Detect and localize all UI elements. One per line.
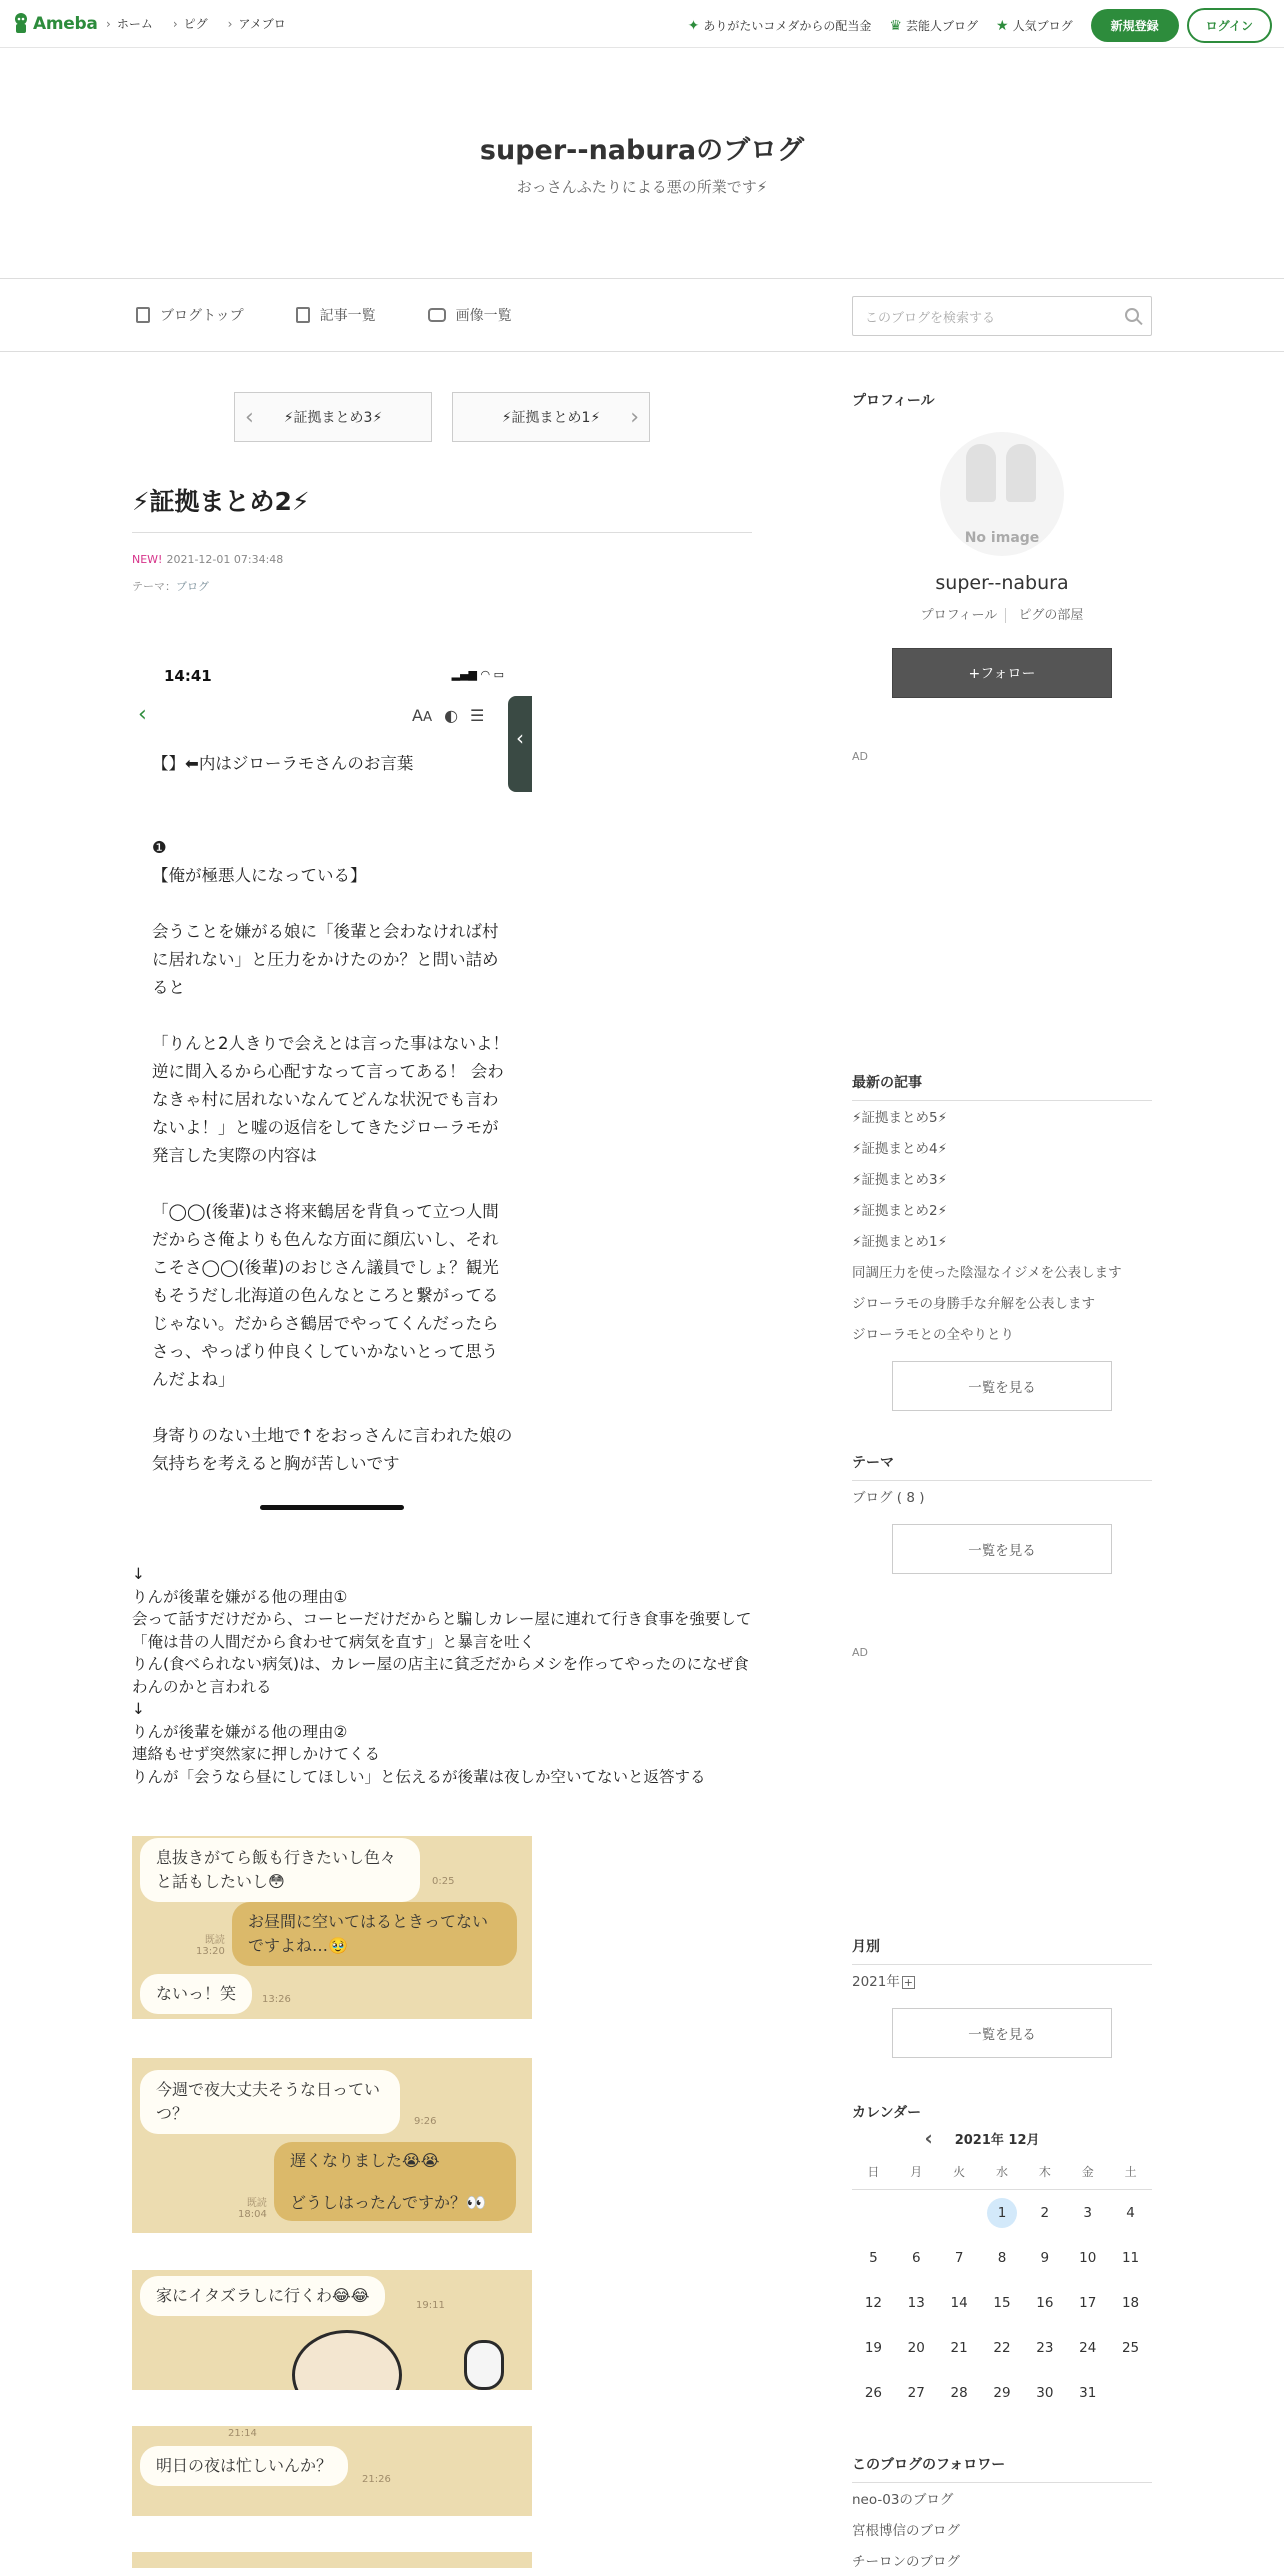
calendar-day-label: 3 xyxy=(1083,2204,1092,2221)
crown-icon: ♛ xyxy=(889,17,902,34)
profile-link[interactable]: プロフィール xyxy=(921,608,1007,623)
next-article-label: ⚡︎証拠まとめ1⚡︎ xyxy=(501,410,601,426)
logo-text: Ameba xyxy=(33,14,98,34)
nav-blog-top-label: ブログトップ xyxy=(160,308,244,324)
contrast-icon: ◐ xyxy=(444,706,459,725)
calendar-day-label: 27 xyxy=(907,2384,925,2401)
calendar-day[interactable] xyxy=(1023,2370,1066,2415)
article-pager xyxy=(234,392,650,442)
phone-status-icons: ▂▄▆ ◠ ▭ xyxy=(451,668,504,681)
chevron-right-icon: › xyxy=(630,405,639,430)
calendar-empty xyxy=(852,2190,895,2235)
no-image-label: No image xyxy=(964,530,1040,546)
calendar-day[interactable] xyxy=(895,2370,938,2415)
article-title: ⚡︎証拠まとめ2⚡︎ xyxy=(132,487,310,516)
calendar-day[interactable] xyxy=(852,2370,895,2415)
reader-tools xyxy=(412,706,484,725)
calendar-day-label: 30 xyxy=(1036,2384,1054,2401)
link-popular-label: 人気ブログ xyxy=(1012,19,1073,33)
calendar-day[interactable] xyxy=(1066,2235,1109,2280)
calendar-day[interactable] xyxy=(852,2235,895,2280)
calendar-day[interactable] xyxy=(981,2190,1024,2235)
chat-bubble: 今週で夜大丈夫そうな日っていつ？ xyxy=(140,2070,400,2134)
nav-home[interactable]: › ホーム xyxy=(106,15,153,32)
prev-article-label: ⚡︎証拠まとめ3⚡︎ xyxy=(283,410,383,426)
calendar-day-label: 20 xyxy=(907,2339,925,2356)
expand-icon[interactable]: + xyxy=(903,1976,913,1989)
chat-time: 9:26 xyxy=(414,2116,437,2127)
pig-room-link[interactable]: ピグの部屋 xyxy=(1018,608,1084,623)
calendar-weekday: 火 xyxy=(938,2154,981,2190)
calendar-weekday: 金 xyxy=(1066,2154,1109,2190)
search-icon[interactable] xyxy=(1125,308,1139,322)
chat-screenshot[interactable] xyxy=(132,2552,532,2568)
calendar-day[interactable] xyxy=(1109,2325,1152,2370)
calendar-day-label: 23 xyxy=(1036,2339,1054,2356)
calendar-empty xyxy=(895,2190,938,2235)
back-arrow-icon: ‹ xyxy=(138,702,147,727)
chat-bubble: 家にイタズラしに行くわ😂😂 xyxy=(140,2276,385,2316)
recent-item[interactable]: ジローラモの身勝手な弁解を公表します xyxy=(852,1296,1095,1312)
calendar-weekday: 月 xyxy=(895,2154,938,2190)
calendar-day-label: 8 xyxy=(997,2249,1007,2266)
calendar-day[interactable] xyxy=(1066,2325,1109,2370)
chat-read-time: 既読 18:04 xyxy=(238,2198,267,2220)
prev-article-button[interactable] xyxy=(234,392,432,442)
calendar-day-label: 22 xyxy=(993,2339,1011,2356)
phone-text: 【】⬅内はジローラモさんのお言葉 ❶ 【俺が極悪人になっている】 会うことを嫌がる娘に「後輩と会わなければ村に居れない」と圧力をかけたのか？と問い詰めると 「りんと2人きりで会えとは言った事はないよ！逆に間入るから心配すなって言ってある！ 会わなきゃ村に居れないなんてどんな状況でも言わないよ！」と嘘の返信をしてきたジローラモが発言した実際の内容は 「◯◯(後輩)はさ将来鶴居を背負って立つ人間だからさ俺よりも色んな方面に顔広いし、それこそさ◯◯(後輩)のおじさん議員でしょ？観光もそうだし北海道の色んなところと繋がってるじゃない。だからさ鶴居でやってくんだったらさっ、やっぱり仲良くしていかないとって思うんだよね」 身寄りのない土地で↑をおっさんに言われた娘の気持ちを考えると胸が苦しいです xyxy=(152,754,513,1473)
theme-heading: テーマ xyxy=(852,1455,894,1471)
calendar-day[interactable] xyxy=(1066,2370,1109,2415)
link-comeda[interactable] xyxy=(688,17,872,34)
followers-list xyxy=(852,2485,1152,2568)
calendar-day-label: 21 xyxy=(950,2339,968,2356)
calendar-day[interactable] xyxy=(1023,2280,1066,2325)
nav-image-list[interactable] xyxy=(428,305,512,325)
sticker-image xyxy=(292,2330,402,2390)
ameba-logo[interactable] xyxy=(12,12,98,36)
calendar-day-label: 18 xyxy=(1121,2294,1140,2311)
nav-blog-top[interactable] xyxy=(136,305,244,325)
chat-time: 0:25 xyxy=(432,1876,455,1887)
follower-item[interactable]: 宮根博信のブログ xyxy=(852,2523,960,2539)
calendar-day[interactable] xyxy=(852,2325,895,2370)
section-divider xyxy=(852,1964,1152,1965)
calendar-day-label: 5 xyxy=(869,2249,878,2266)
side-tab-icon: ‹ xyxy=(508,696,532,792)
ad-label: AD xyxy=(852,1646,868,1659)
calendar-day-label: 9 xyxy=(1040,2249,1050,2266)
calendar-day[interactable] xyxy=(895,2280,938,2325)
monthly-heading: 月別 xyxy=(852,1939,880,1955)
blog-search-input[interactable] xyxy=(852,296,1152,336)
recent-list xyxy=(852,1103,1152,1351)
calendar-day-label: 12 xyxy=(864,2294,883,2311)
avatar-illustration xyxy=(966,444,996,502)
recent-item[interactable]: 同調圧力を使った陰湿なイジメを公表します xyxy=(852,1265,1122,1281)
menu-icon: ☰ xyxy=(470,706,485,725)
chat-time: 13:26 xyxy=(262,1994,291,2005)
calendar-day[interactable] xyxy=(1023,2235,1066,2280)
calendar-weekday: 木 xyxy=(1023,2154,1066,2190)
chat-bubble-mine: お昼間に空いてはるときってないですよね…🥹 xyxy=(232,1902,517,1966)
calendar-day-label: 7 xyxy=(954,2249,964,2266)
star-icon: ★ xyxy=(996,17,1009,34)
ameba-mascot-icon xyxy=(12,12,30,36)
calendar-day-label: 25 xyxy=(1121,2339,1140,2356)
calendar-empty xyxy=(1109,2370,1152,2415)
calendar-day[interactable] xyxy=(938,2235,981,2280)
search-placeholder: このブログを検索する xyxy=(865,311,996,326)
calendar-day[interactable] xyxy=(1023,2190,1066,2235)
monthly-list xyxy=(852,1967,1152,1998)
calendar-day[interactable] xyxy=(981,2325,1024,2370)
article-meta xyxy=(132,553,283,566)
calendar-weekday: 土 xyxy=(1109,2154,1152,2190)
calendar-day-label: 24 xyxy=(1079,2339,1097,2356)
link-celebrity-label: 芸能人ブログ xyxy=(905,19,978,33)
new-badge: NEW! xyxy=(132,553,163,566)
calendar-day[interactable] xyxy=(1023,2325,1066,2370)
chat-time: 21:14 xyxy=(228,2428,257,2439)
calendar-day[interactable] xyxy=(938,2280,981,2325)
theme-label: テーマ： xyxy=(132,580,176,593)
calendar-grid xyxy=(852,2154,1152,2415)
calendar-day-label: 28 xyxy=(950,2384,968,2401)
recent-articles-section xyxy=(852,1072,1152,1411)
calendar-day[interactable] xyxy=(981,2235,1024,2280)
calendar-day-label: 1 xyxy=(987,2198,1017,2228)
chevron-left-icon: ‹ xyxy=(245,405,254,430)
theme-section xyxy=(852,1452,1152,1659)
section-divider xyxy=(852,1100,1152,1101)
calendar-day-label: 2 xyxy=(1040,2204,1050,2221)
profile-links xyxy=(852,604,1152,623)
calendar-month: 2021年 12月 xyxy=(954,2132,1040,2148)
calendar-day-label: 19 xyxy=(864,2339,883,2356)
profile-heading: プロフィール xyxy=(852,393,935,409)
chat-bubble: 明日の夜は忙しいんか？ xyxy=(140,2446,348,2486)
global-nav xyxy=(106,15,286,32)
camera-icon xyxy=(428,308,446,322)
login-button[interactable]: ログイン xyxy=(1187,8,1272,43)
calendar-day[interactable] xyxy=(1066,2190,1109,2235)
chat-bubble-mine: 遅くなりました😭😭 どうしはったんですか？👀 xyxy=(274,2142,516,2221)
avatar-illustration xyxy=(1006,444,1036,502)
nav-article-list-label: 記事一覧 xyxy=(319,308,376,324)
recent-item[interactable]: ⚡︎証拠まとめ1⚡︎ xyxy=(852,1234,948,1250)
calendar-day[interactable] xyxy=(1109,2190,1152,2235)
theme-list xyxy=(852,1483,1152,1514)
month-item[interactable] xyxy=(852,1967,1152,1998)
profile-username[interactable]: super--nabura xyxy=(935,572,1069,594)
followers-section xyxy=(852,2454,1152,2568)
calendar-day[interactable] xyxy=(895,2235,938,2280)
calendar-day[interactable] xyxy=(895,2325,938,2370)
calendar-day[interactable] xyxy=(938,2325,981,2370)
article-theme xyxy=(132,578,209,594)
link-comeda-label: ありがたいコメダからの配当金 xyxy=(703,19,872,33)
followers-heading: このブログのフォロワー xyxy=(852,2457,1006,2473)
calendar-day[interactable] xyxy=(938,2370,981,2415)
calendar-heading: カレンダー xyxy=(852,2105,922,2121)
calendar-section xyxy=(852,2102,1152,2415)
copy-icon xyxy=(296,307,310,323)
article-date: 2021-12-01 07:34:48 xyxy=(166,553,284,566)
ad-label: AD xyxy=(852,750,868,763)
theme-link[interactable]: ブログ xyxy=(176,580,209,593)
calendar-day-label: 15 xyxy=(993,2294,1011,2311)
document-icon xyxy=(136,307,150,323)
article-body: ↓ りんが後輩を嫌がる他の理由① 会って話すだけだから、コーヒーだけだからと騙しカレー屋に連れて行き食事を強要して 「俺は昔の人間だから食わせて病気を直す」と暴言を吐く りん(食べられない病気)は、カレー屋の店主に貧乏だからメシを作ってやったのになぜ食わんのかと言われる ↓ りんが後輩を嫌がる他の理由② 連絡もせず突然家に押しかけてくる りんが「会うなら昼にしてほしい」と伝えるが後輩は夜しか空いてないと返答する xyxy=(132,1565,752,1786)
font-size-icon: AA xyxy=(412,706,433,725)
calendar-day-label: 4 xyxy=(1126,2204,1135,2221)
chevron-left-icon[interactable]: ‹ xyxy=(924,2126,933,2150)
chat-bubble: ないっ！笑 xyxy=(140,1974,252,2014)
calendar-day-label: 17 xyxy=(1079,2294,1097,2311)
theme-item[interactable]: ブログ ( 8 ) xyxy=(852,1490,925,1506)
recent-item[interactable]: ⚡︎証拠まとめ3⚡︎ xyxy=(852,1172,948,1188)
next-article-button[interactable] xyxy=(452,392,650,442)
follower-item[interactable]: チーロンのブログ xyxy=(852,2554,960,2568)
calendar-day-label: 11 xyxy=(1121,2249,1140,2266)
chat-screenshot[interactable] xyxy=(132,2058,532,2233)
link-popular[interactable] xyxy=(996,17,1073,34)
recent-item[interactable]: ⚡︎証拠まとめ2⚡︎ xyxy=(852,1203,948,1219)
home-indicator xyxy=(260,1505,404,1510)
calendar-day[interactable] xyxy=(981,2370,1024,2415)
chat-time: 21:26 xyxy=(362,2474,391,2485)
chat-bubble: 息抜きがてら飯も行きたいし色々と話もしたいし😳 xyxy=(140,1838,420,1902)
nav-pigg[interactable]: › ピグ xyxy=(173,15,208,32)
nav-ameblo[interactable]: › アメブロ xyxy=(228,15,286,32)
chat-screenshot[interactable] xyxy=(132,2426,532,2516)
calendar-day[interactable] xyxy=(1109,2280,1152,2325)
calendar-day-label: 6 xyxy=(911,2249,921,2266)
nav-article-list[interactable] xyxy=(296,305,376,325)
chat-time: 19:11 xyxy=(416,2300,445,2311)
see-all-themes-button[interactable]: 一覧を見る xyxy=(892,1524,1112,1574)
calendar-day[interactable] xyxy=(981,2280,1024,2325)
section-divider xyxy=(852,1480,1152,1481)
chat-screenshot[interactable] xyxy=(132,1836,532,2019)
month-label: 2021年 xyxy=(852,1974,900,1990)
chat-read-time: 既読 13:20 xyxy=(196,1935,225,1957)
recent-item[interactable]: ⚡︎証拠まとめ4⚡︎ xyxy=(852,1141,948,1157)
section-divider xyxy=(852,2482,1152,2483)
avatar[interactable] xyxy=(940,432,1064,556)
calendar-day-label: 14 xyxy=(950,2294,968,2311)
blog-header xyxy=(0,48,1284,278)
calendar-day-label: 26 xyxy=(864,2384,883,2401)
follow-button[interactable]: +フォロー xyxy=(892,648,1112,698)
recent-item[interactable]: ⚡︎証拠まとめ5⚡︎ xyxy=(852,1110,948,1126)
follower-item[interactable]: neo-03のブログ xyxy=(852,2492,954,2508)
blog-subtitle: おっさんふたりによる悪の所業です⚡︎ xyxy=(516,178,768,196)
recent-item[interactable]: ジローラモとの全やりとり xyxy=(852,1327,1014,1343)
title-divider xyxy=(132,532,752,533)
blog-nav xyxy=(0,278,1284,352)
chat-screenshot[interactable] xyxy=(132,2270,532,2390)
monthly-section xyxy=(852,1936,1152,2058)
phone-screenshot[interactable] xyxy=(132,652,532,1510)
calendar-day[interactable] xyxy=(1109,2235,1152,2280)
blog-title[interactable]: super--naburaのブログ xyxy=(479,135,805,166)
profile-section xyxy=(852,390,1152,763)
see-all-articles-button[interactable]: 一覧を見る xyxy=(892,1361,1112,1411)
calendar-day-label: 10 xyxy=(1079,2249,1097,2266)
signup-button[interactable]: 新規登録 xyxy=(1091,9,1179,42)
link-celebrity[interactable] xyxy=(889,17,978,34)
calendar-weekday: 水 xyxy=(981,2154,1024,2190)
calendar-day-label: 31 xyxy=(1079,2384,1097,2401)
calendar-day[interactable] xyxy=(1066,2280,1109,2325)
phone-clock: 14:41 xyxy=(164,667,212,685)
calendar-day-label: 13 xyxy=(907,2294,925,2311)
sticker-image xyxy=(464,2340,504,2390)
calendar-header xyxy=(812,2126,1152,2150)
nav-image-list-label: 画像一覧 xyxy=(455,308,512,324)
calendar-weekday: 日 xyxy=(852,2154,895,2190)
global-header xyxy=(0,0,1284,48)
see-all-monthly-button[interactable]: 一覧を見る xyxy=(892,2008,1112,2058)
sparkle-icon: ✦ xyxy=(687,17,700,34)
calendar-day-label: 29 xyxy=(993,2384,1011,2401)
calendar-empty xyxy=(938,2190,981,2235)
recent-heading: 最新の記事 xyxy=(852,1075,922,1091)
calendar-day[interactable] xyxy=(852,2280,895,2325)
calendar-day-label: 16 xyxy=(1036,2294,1054,2311)
header-actions xyxy=(688,8,1272,43)
